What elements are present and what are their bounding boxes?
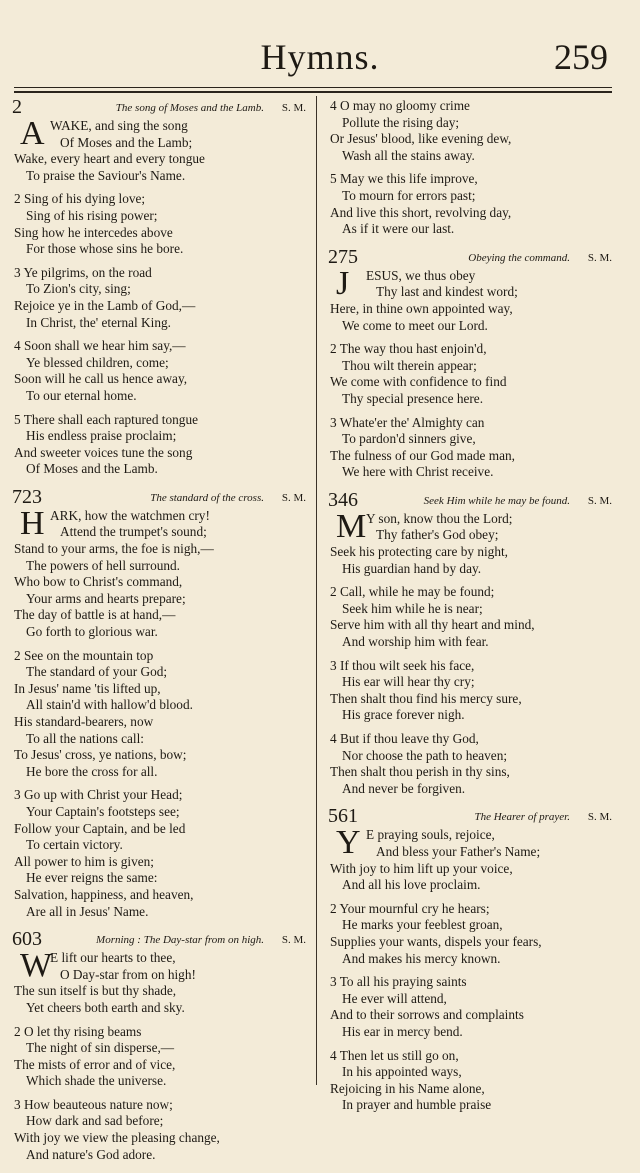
stanza bbox=[328, 1048, 618, 1114]
verse-line: The mists of error and of vice, bbox=[14, 1056, 176, 1072]
verse-line: Of Moses and the Lamb. bbox=[26, 461, 158, 477]
hymn-title: Morning : The Day-star from on high. bbox=[96, 934, 264, 947]
verse-line: Here, in thine own appointed way, bbox=[330, 300, 513, 316]
verse-line: 2 The way thou hast enjoin'd, bbox=[330, 341, 487, 357]
hymn-title: Obeying the command. bbox=[468, 251, 570, 264]
verse-line: Serve him with all thy heart and mind, bbox=[330, 617, 535, 633]
verse-line: To praise the Saviour's Name. bbox=[26, 167, 186, 183]
hymn bbox=[12, 98, 312, 478]
verse-line: 3 Whate'er the' Almighty can bbox=[330, 414, 485, 430]
verse-line: In prayer and humble praise bbox=[342, 1097, 492, 1113]
hymn bbox=[12, 485, 312, 920]
verse-line: Pollute the rising day; bbox=[342, 114, 460, 130]
verse-line: And sweeter voices tune the song bbox=[14, 444, 193, 460]
hymn bbox=[12, 930, 312, 1163]
drop-cap: W bbox=[20, 947, 53, 985]
verse-line: 2 See on the mountain top bbox=[14, 647, 154, 663]
verse-line: Then shalt thou find his mercy sure, bbox=[330, 690, 522, 706]
verse-line: Your arms and hearts prepare; bbox=[26, 590, 186, 606]
verse-line: His standard-bearers, now bbox=[14, 714, 154, 729]
verse-line: He ever will attend, bbox=[342, 990, 447, 1006]
stanza bbox=[12, 265, 312, 331]
hymn bbox=[328, 245, 618, 481]
hymn bbox=[328, 98, 618, 238]
verse-line: 3 Ye pilgrims, on the road bbox=[14, 264, 152, 280]
stanza bbox=[12, 787, 312, 920]
verse-line: Of Moses and the Lamb; bbox=[60, 134, 193, 150]
verse-line: To Zion's city, sing; bbox=[26, 281, 131, 297]
verse-line: The day of battle is at hand,— bbox=[14, 607, 176, 623]
stanza bbox=[328, 824, 618, 893]
verse-line: ARK, how the watchmen cry! bbox=[50, 507, 210, 523]
stanza bbox=[12, 115, 312, 184]
verse-line: 3 How beauteous nature now; bbox=[14, 1096, 173, 1112]
verse-line: Yet cheers both earth and sky. bbox=[26, 999, 185, 1015]
verse-line: 2 Sing of his dying love; bbox=[14, 191, 146, 207]
verse-line: Seek his protecting care by night, bbox=[330, 544, 508, 560]
verse-line: Then shalt thou perish in thy sins, bbox=[330, 764, 510, 780]
verse-line: Salvation, happiness, and heaven, bbox=[14, 886, 194, 902]
verse-line: And makes his mercy known. bbox=[342, 950, 501, 966]
hymn-meter: S. M. bbox=[587, 251, 612, 264]
verse-line: 5 May we this life improve, bbox=[330, 171, 478, 187]
verse-line: We here with Christ receive. bbox=[342, 464, 494, 480]
hymn-meter: S. M. bbox=[281, 934, 306, 947]
stanza bbox=[328, 415, 618, 481]
hymn-header bbox=[328, 488, 618, 511]
hymn-meter: S. M. bbox=[281, 491, 306, 504]
verse-line: Y son, know thou the Lord; bbox=[366, 510, 513, 526]
verse-line: And to their sorrows and complaints bbox=[330, 1007, 524, 1023]
verse-line: To certain victory. bbox=[26, 837, 123, 853]
verse-line: All power to him is given; bbox=[14, 853, 154, 869]
verse-line: Thy father's God obey; bbox=[376, 527, 499, 543]
hymn-number: 2 bbox=[12, 96, 22, 118]
verse-line: To mourn for errors past; bbox=[342, 187, 476, 203]
stanza bbox=[328, 171, 618, 237]
hymn-header bbox=[328, 245, 618, 268]
verse-line: 4 Then let us still go on, bbox=[330, 1047, 459, 1063]
hymn-header bbox=[328, 807, 618, 827]
verse-line: As if it were our last. bbox=[342, 221, 455, 237]
hymn-title: The song of Moses and the Lamb. bbox=[115, 102, 264, 114]
verse-line: Follow your Captain, and be led bbox=[14, 820, 186, 836]
verse-line: Sing of his rising power; bbox=[26, 207, 158, 223]
verse-line: We come to meet our Lord. bbox=[342, 317, 488, 333]
verse-line: Who bow to Christ's command, bbox=[14, 574, 183, 590]
verse-line: To all the nations call: bbox=[26, 730, 144, 746]
verse-line: His ear will hear thy cry; bbox=[342, 674, 475, 690]
hymn-title: The Hearer of prayer. bbox=[474, 811, 570, 824]
verse-line: Ye blessed children, come; bbox=[26, 354, 169, 370]
stanza bbox=[12, 191, 312, 257]
verse-line: Soon will he call us hence away, bbox=[14, 371, 188, 387]
stanza bbox=[328, 731, 618, 797]
verse-line: Wash all the stains away. bbox=[342, 147, 475, 163]
verse-line: The powers of hell surround. bbox=[26, 557, 180, 573]
stanza bbox=[328, 507, 618, 577]
hymn-header bbox=[12, 485, 312, 508]
verse-line: E praying souls, rejoice, bbox=[366, 827, 495, 843]
verse-line: 5 There shall each raptured tongue bbox=[14, 411, 198, 427]
stanza bbox=[12, 504, 312, 641]
verse-line: He ever reigns the same: bbox=[26, 870, 158, 886]
verse-line: In Christ, the' eternal King. bbox=[26, 314, 171, 330]
verse-line: The fulness of our God made man, bbox=[330, 447, 516, 463]
verse-line: Nor choose the path to heaven; bbox=[342, 747, 508, 763]
stanza bbox=[328, 974, 618, 1040]
verse-line: WAKE, and sing the song bbox=[50, 118, 188, 133]
right-column bbox=[328, 98, 618, 1124]
stanza bbox=[12, 947, 312, 1016]
verse-line: All stain'd with hallow'd blood. bbox=[26, 697, 193, 713]
verse-line: O Day-star from on high! bbox=[60, 966, 196, 982]
hymn-header bbox=[12, 98, 312, 118]
verse-line: Seek him while he is near; bbox=[342, 600, 483, 616]
verse-line: And worship him with fear. bbox=[342, 634, 489, 650]
stanza bbox=[12, 1097, 312, 1163]
verse-line: ESUS, we thus obey bbox=[366, 267, 476, 283]
drop-cap: H bbox=[20, 504, 45, 542]
verse-line: Attend the trumpet's sound; bbox=[60, 524, 207, 540]
verse-line: And live this short, revolving day, bbox=[330, 204, 512, 220]
left-column bbox=[12, 98, 312, 1173]
verse-line: Wake, every heart and every tongue bbox=[14, 151, 205, 167]
drop-cap: Y bbox=[336, 824, 361, 862]
verse-line: Stand to your arms, the foe is nigh,— bbox=[14, 541, 214, 557]
hymn-number: 346 bbox=[328, 488, 358, 511]
verse-line: Are all in Jesus' Name. bbox=[26, 903, 149, 919]
verse-line: His endless praise proclaim; bbox=[26, 428, 177, 444]
hymn-number: 561 bbox=[328, 805, 358, 828]
verse-line: Your Captain's footsteps see; bbox=[26, 803, 180, 819]
verse-line: 2 Call, while he may be found; bbox=[330, 584, 495, 600]
stanza bbox=[328, 584, 618, 650]
stanza bbox=[328, 901, 618, 967]
verse-line: 4 Soon shall we hear him say,— bbox=[14, 338, 186, 354]
verse-line: 4 But if thou leave thy God, bbox=[330, 731, 479, 746]
verse-line: 3 To all his praying saints bbox=[330, 974, 467, 990]
stanza bbox=[328, 98, 618, 164]
verse-line: And bless your Father's Name; bbox=[376, 843, 541, 859]
verse-line: His guardian hand by day. bbox=[342, 560, 482, 576]
verse-line: And all his love proclaim. bbox=[342, 877, 481, 893]
verse-line: With joy we view the pleasing change, bbox=[14, 1130, 220, 1146]
verse-line: In Jesus' name 'tis lifted up, bbox=[14, 680, 161, 696]
verse-line: We come with confidence to find bbox=[330, 374, 507, 390]
verse-line: And nature's God adore. bbox=[26, 1146, 156, 1162]
verse-line: Rejoicing in his Name alone, bbox=[330, 1080, 485, 1096]
verse-line: Thou wilt therein appear; bbox=[342, 357, 477, 373]
hymn-title: Seek Him while he may be found. bbox=[423, 494, 570, 507]
page-title: Hymns. bbox=[260, 37, 380, 77]
verse-line: His grace forever nigh. bbox=[342, 707, 465, 723]
verse-line: 4 O may no gloomy crime bbox=[330, 98, 470, 113]
hymn-number: 723 bbox=[12, 485, 42, 508]
verse-line: Or Jesus' blood, like evening dew, bbox=[330, 131, 512, 147]
verse-line: 2 O let thy rising beams bbox=[14, 1023, 142, 1039]
drop-cap: A bbox=[20, 115, 45, 152]
hymn bbox=[328, 807, 618, 1114]
hymn-number: 603 bbox=[12, 928, 42, 951]
verse-line: To our eternal home. bbox=[26, 387, 137, 403]
verse-line: His ear in mercy bend. bbox=[342, 1023, 463, 1039]
verse-line: How dark and sad before; bbox=[26, 1113, 164, 1129]
verse-line: Sing how he intercedes above bbox=[14, 224, 173, 240]
verse-line: Supplies your wants, dispels your fears, bbox=[330, 933, 542, 949]
stanza bbox=[12, 412, 312, 478]
stanza bbox=[328, 658, 618, 724]
verse-line: In his appointed ways, bbox=[342, 1064, 462, 1080]
verse-line: To Jesus' cross, ye nations, bow; bbox=[14, 747, 187, 763]
verse-line: He marks your feeblest groan, bbox=[342, 917, 503, 933]
verse-line: The sun itself is but thy shade, bbox=[14, 983, 177, 999]
hymn-number: 275 bbox=[328, 245, 358, 268]
verse-line: The standard of your God; bbox=[26, 664, 168, 680]
stanza bbox=[12, 338, 312, 404]
verse-line: Thy special presence here. bbox=[342, 390, 484, 406]
verse-line: To pardon'd sinners give, bbox=[342, 431, 476, 447]
verse-line: Thy last and kindest word; bbox=[376, 284, 518, 300]
header-rule-thick bbox=[14, 91, 612, 93]
hymn-meter: S. M. bbox=[281, 102, 306, 114]
page-number: 259 bbox=[554, 37, 608, 77]
stanza bbox=[328, 264, 618, 334]
column-divider bbox=[316, 96, 317, 1085]
verse-line: Which shade the universe. bbox=[26, 1073, 167, 1089]
stanza bbox=[12, 648, 312, 781]
hymn bbox=[328, 488, 618, 798]
hymn-header bbox=[12, 930, 312, 950]
verse-line: 3 Go up with Christ your Head; bbox=[14, 787, 183, 803]
verse-line: 2 Your mournful cry he hears; bbox=[330, 900, 490, 916]
verse-line: Go forth to glorious war. bbox=[26, 624, 158, 640]
verse-line: The night of sin disperse,— bbox=[26, 1040, 175, 1056]
verse-line: And never be forgiven. bbox=[342, 780, 466, 796]
verse-line: With joy to him lift up your voice, bbox=[330, 860, 513, 876]
hymn-meter: S. M. bbox=[587, 494, 612, 507]
drop-cap: M bbox=[336, 507, 367, 545]
drop-cap: J bbox=[336, 264, 350, 302]
verse-line: Rejoice ye in the Lamb of God,— bbox=[14, 297, 196, 313]
verse-line: 3 If thou wilt seek his face, bbox=[330, 657, 475, 673]
header-rule bbox=[14, 87, 612, 88]
stanza bbox=[12, 1024, 312, 1090]
verse-line: E lift our hearts to thee, bbox=[50, 950, 176, 966]
stanza bbox=[328, 341, 618, 407]
hymn-meter: S. M. bbox=[587, 811, 612, 824]
verse-line: He bore the cross for all. bbox=[26, 763, 158, 779]
page-header bbox=[0, 30, 640, 80]
verse-line: For those whose sins he bore. bbox=[26, 241, 184, 257]
hymn-title: The standard of the cross. bbox=[150, 491, 264, 504]
